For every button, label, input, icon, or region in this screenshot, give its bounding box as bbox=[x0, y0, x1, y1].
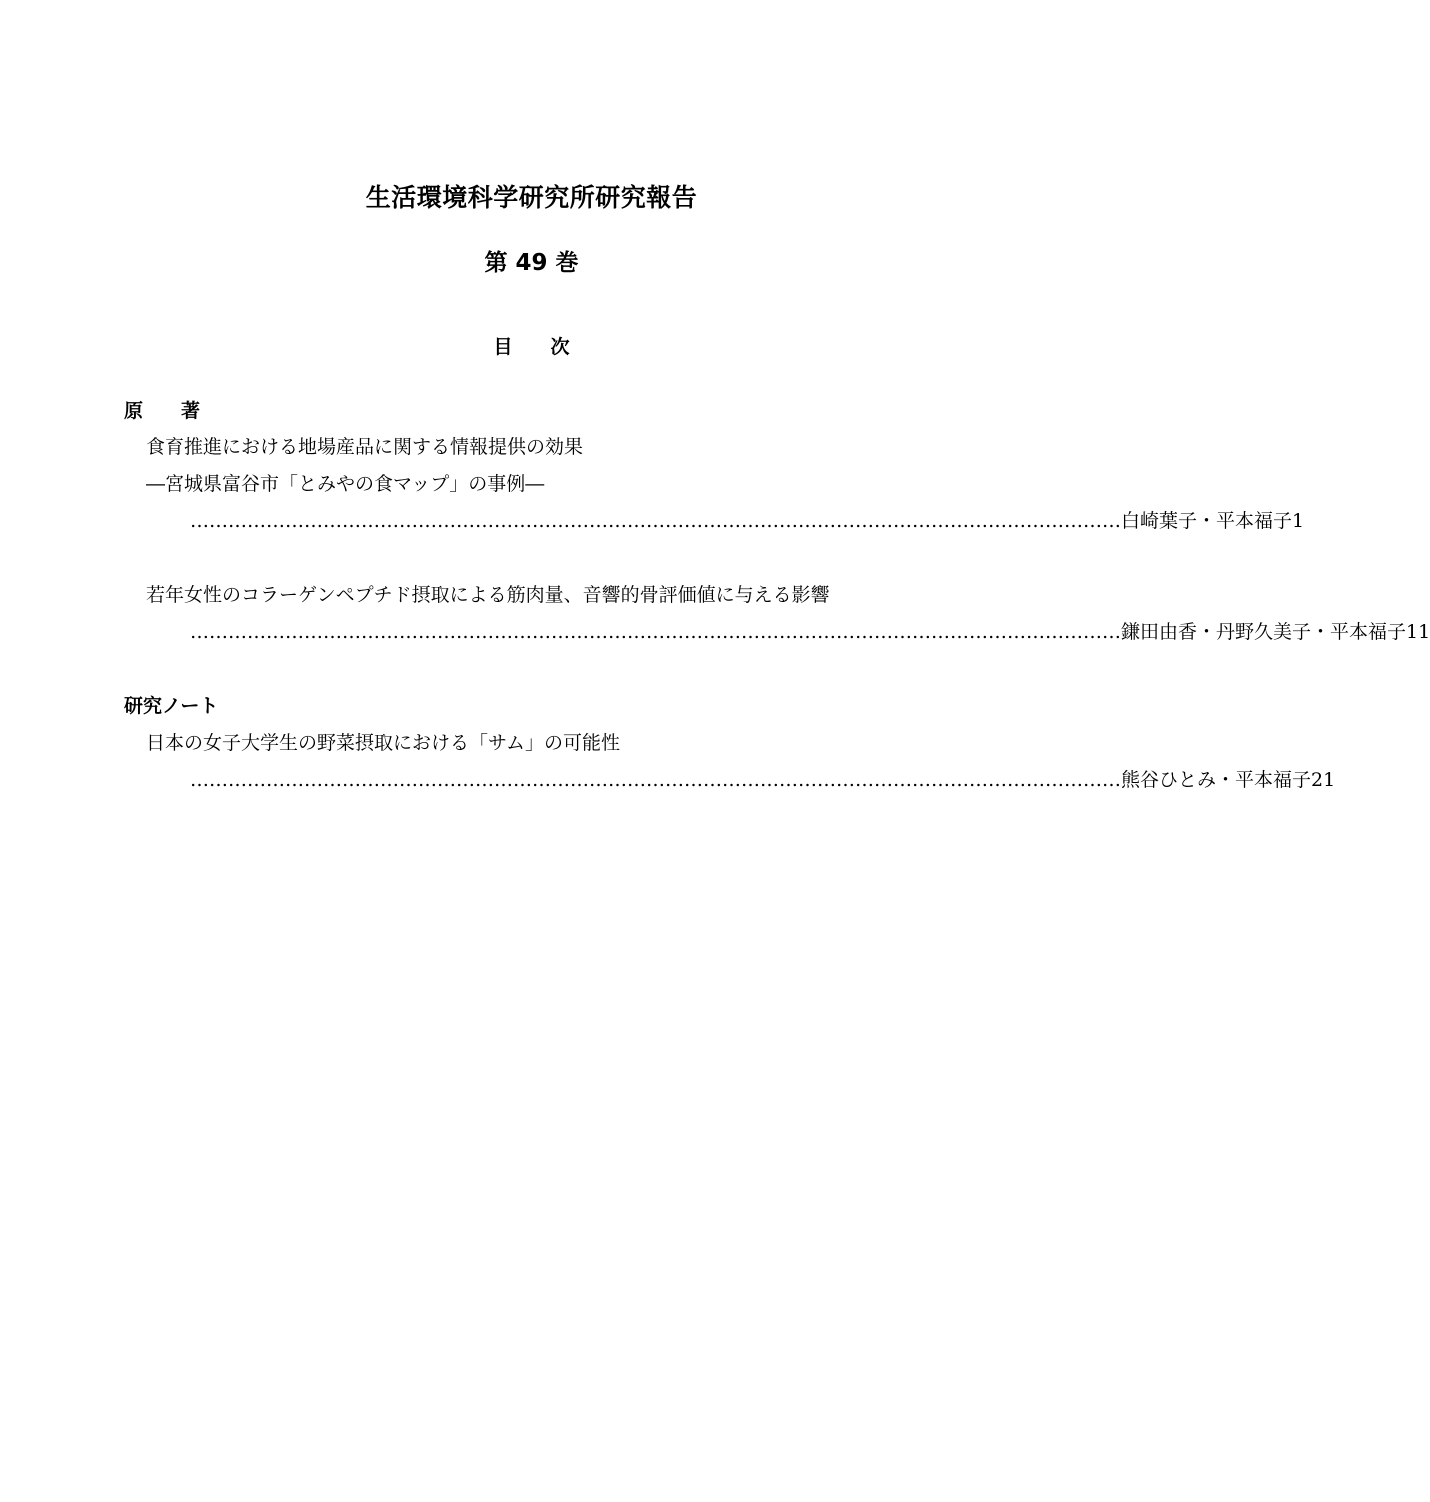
entry-1-title-line-1: 食育推進における地場産品に関する情報提供の効果 bbox=[146, 436, 584, 458]
journal-title: 生活環境科学研究所研究報告 bbox=[365, 183, 698, 212]
leader-dots: ………………………………………………………………………………………………………………………………… bbox=[190, 769, 1121, 791]
entry-3-leader-row bbox=[190, 765, 1336, 791]
entry-2-leader-row bbox=[190, 617, 1430, 643]
entry-2-page-number: 11 bbox=[1406, 621, 1430, 643]
volume-number: 第 49 巻 bbox=[484, 250, 579, 276]
entry-3-title-line-1: 日本の女子大学生の野菜摂取における「サム」の可能性 bbox=[146, 732, 621, 754]
entry-3-page-number: 21 bbox=[1311, 769, 1336, 791]
entry-1-page-number: 1 bbox=[1292, 510, 1305, 532]
entry-1-title-line-2: ―宮城県富谷市「とみやの食マップ」の事例― bbox=[146, 473, 545, 495]
section-heading-research-notes: 研究ノート bbox=[124, 695, 219, 717]
entry-2-authors: 鎌田由香・丹野久美子・平本福子 bbox=[1121, 621, 1407, 643]
toc-heading: 目 次 bbox=[493, 336, 570, 358]
entry-1-leader-row bbox=[190, 506, 1305, 532]
entry-1-authors: 白崎葉子・平本福子 bbox=[1121, 510, 1293, 532]
section-heading-original-papers: 原 著 bbox=[124, 400, 201, 422]
leader-dots: ………………………………………………………………………………………………………………………………… bbox=[190, 621, 1121, 643]
entry-2-title-line-1: 若年女性のコラーゲンペプチド摂取による筋肉量、音響的骨評価値に与える影響 bbox=[146, 584, 830, 606]
leader-dots: ………………………………………………………………………………………………………………………………… bbox=[190, 510, 1121, 532]
entry-3-authors: 熊谷ひとみ・平本福子 bbox=[1121, 769, 1312, 791]
